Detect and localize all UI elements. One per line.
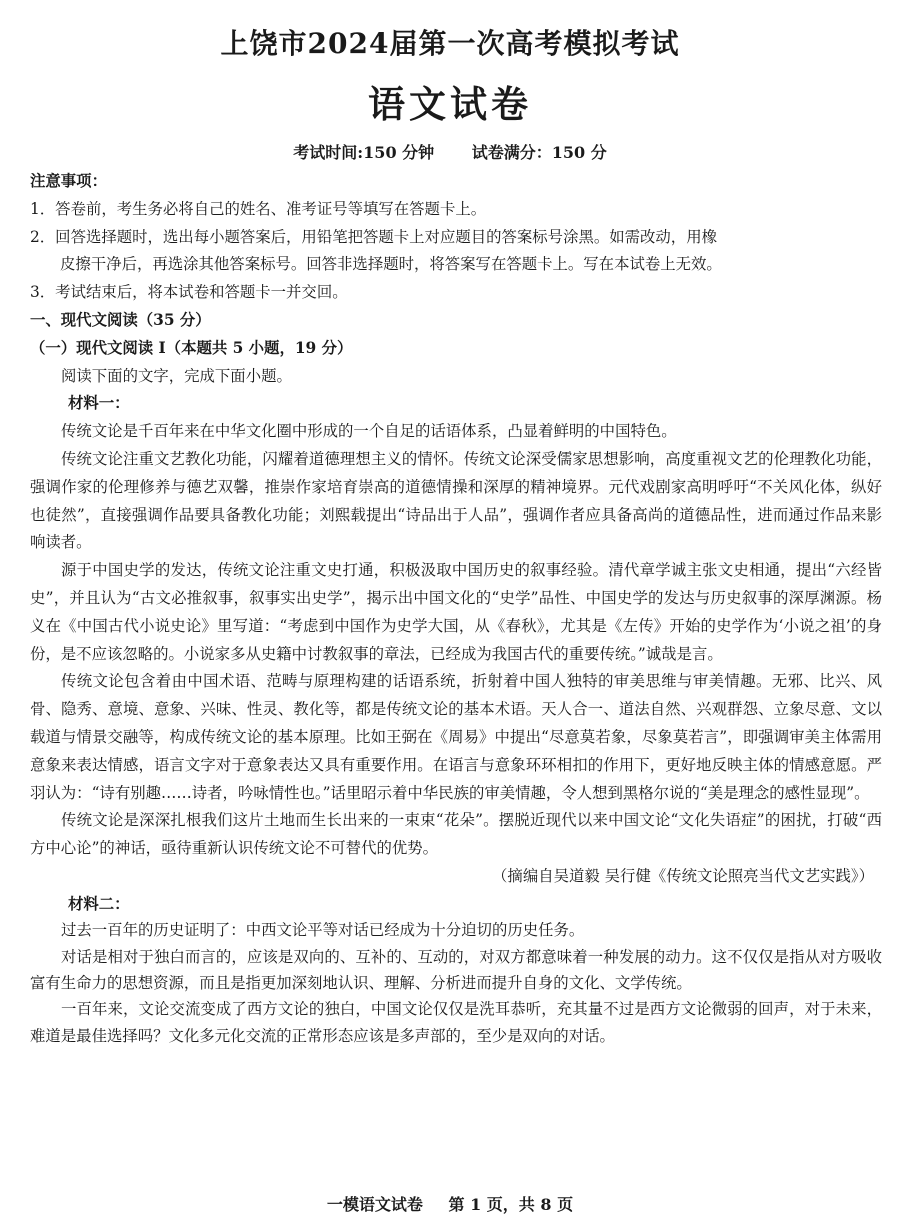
- reading-instruction: 阅读下面的文字，完成下面小题。: [61, 366, 292, 385]
- notice-heading: 注意事项：: [30, 172, 107, 190]
- notice-item-2: 2．回答选择题时，选出每小题答案后，用铅笔把答题卡上对应题目的答案标号涂黑。如需改动，用橡: [30, 227, 717, 246]
- material-1-paragraph: 传统文论是深深扎根我们这片土地而生长出来的一束束“花朵”。摆脱近现代以来中国文论“文化失语症”的困扰，打破“西方中心论”的神话，亟待重新认识传统文论不可替代的优势。: [30, 811, 882, 858]
- exam-info: [0, 140, 900, 163]
- page-footer: [0, 1192, 900, 1215]
- exam-time: 考试时间:150 分钟: [293, 143, 435, 162]
- notice-item-1: 1．答卷前，考生务必将自己的姓名、准考证号等填写在答题卡上。: [30, 199, 487, 218]
- material-2-paragraph: 过去一百年的历史证明了：中西文论平等对话已经成为十分迫切的历史任务。: [61, 921, 585, 940]
- material-1-paragraph: 源于中国史学的发达，传统文论注重文史打通，积极汲取中国历史的叙事经验。清代章学诚主张文史相通，提出“六经皆史”，并且认为“古文必推叙事，叙事实出史学”，揭示出中国文化的“史学”品性、中国史学的发达与历史叙事的深厚渊源。杨义在《中国古代小说史论》里写道：“考虑到中国作为史学大国，从《春秋》，尤其是《左传》开始的史学作为‘小说之祖’的身份，是不应该忽略的。小说家多从史籍中讨教叙事的章法，已经成为我国古代的重要传统。”诚哉是言。: [30, 561, 882, 663]
- exam-content: [30, 168, 882, 1049]
- material-2-label: 材料二：: [68, 894, 130, 913]
- notice-item-2-cont: 皮擦干净后，再选涂其他答案标号。回答非选择题时，将答案写在答题卡上。写在本试卷上无效。: [60, 255, 722, 274]
- material-2-block: [30, 891, 882, 1049]
- material-1-paragraph: 传统文论注重文艺教化功能，闪耀着道德理想主义的情怀。传统文论深受儒家思想影响，高度重视文艺的伦理教化功能，强调作家的伦理修养与德艺双馨，推崇作家培育崇高的道德情操和深厚的精神境界。元代戏剧家高明呼吁“不关风化体，纵好也徒然”，直接强调作品要具备教化功能；刘熙载提出“诗品出于人品”，强调作者应具备高尚的道德品性，进而通过作品来影响读者。: [30, 449, 882, 552]
- material-1-paragraph: 传统文论是千百年来在中华文化圈中形成的一个自足的话语体系，凸显着鲜明的中国特色。: [61, 422, 677, 441]
- footer-page-number: 第 1 页，共 8 页: [448, 1195, 574, 1214]
- material-1-citation: （摘编自吴道毅 吴行健《传统文论照亮当代文艺实践》）: [492, 866, 874, 885]
- exam-subtitle: 语文试卷: [368, 82, 532, 126]
- material-2-paragraph: 对话是相对于独白而言的，应该是双向的、互补的、互动的，对双方都意味着一种发展的动力。这不仅仅是指从对方吸收富有生命力的思想资源，而且是指更加深刻地认识、理解、分析进而提升自身的文化、文学传统。: [30, 947, 882, 992]
- subsection-heading: （一）现代文阅读 I（本题共 5 小题，19 分）: [30, 338, 353, 357]
- full-score: 试卷满分：150 分: [471, 143, 607, 162]
- material-1-label: 材料一：: [68, 394, 130, 413]
- material-1-paragraph: 传统文论包含着由中国术语、范畴与原理构建的话语系统，折射着中国人独特的审美思维与审美情趣。无邪、比兴、风骨、隐秀、意境、意象、兴味、性灵、教化等，都是传统文论的基本术语。天人合一、道法自然、兴观群怨、立象尽意、文以载道与情景交融等，构成传统文论的基本原理。比如王弼在《周易》中提出“尽意莫若象，尽象莫若言”，即强调审美主体需用意象来表达情感，语言文字对于意象表达又具有重要作用。在语言与意象环环相扣的作用下，更好地反映主体的情感意愿。严羽认为：“诗有别趣……诗者，吟咏情性也。”话里昭示着中华民族的审美情趣，令人想到黑格尔说的“美是理念的感性显现”。: [30, 672, 882, 802]
- section-heading: 一、现代文阅读（35 分）: [30, 310, 211, 329]
- notice-item-3: 3．考试结束后，将本试卷和答题卡一并交回。: [30, 283, 348, 302]
- footer-exam-name: 一模语文试卷: [326, 1195, 423, 1214]
- material-2-paragraph: 一百年来，文论交流变成了西方文论的独白，中国文论仅仅是洗耳恭听，充其量不过是西方文论微弱的回声，对于未来，难道是最佳选择吗？文化多元化交流的正常形态应该是多声部的，至少是双向的对话。: [30, 1000, 882, 1045]
- exam-title: 上饶市2024届第一次高考模拟考试: [220, 27, 680, 60]
